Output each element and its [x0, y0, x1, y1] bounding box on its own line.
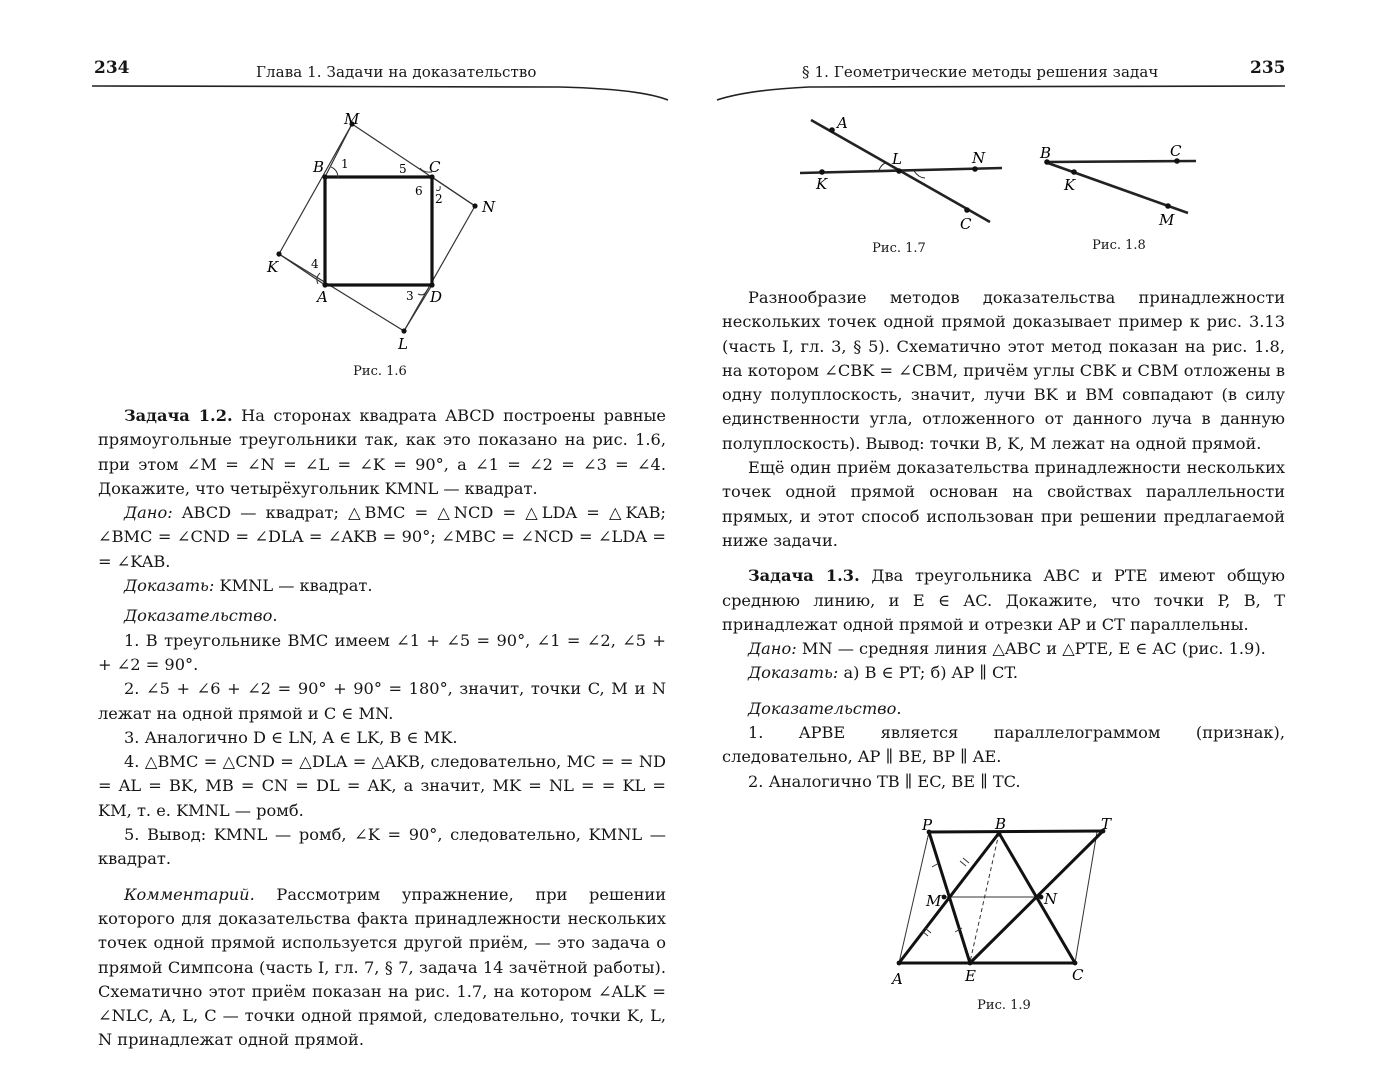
proof-step-4: 4. △BMC = △CND = △DLA = △AKB, следовательно, MC = = ND = AL = BK, MB = CN = DL = AK, а значит, MK = NL = = KL = KM, т. е. KMNL — ромб.	[98, 752, 666, 820]
label-E-19: E	[965, 967, 976, 985]
given-label-1-3: Дано:	[748, 639, 797, 659]
label-A: A	[317, 288, 328, 306]
proof-label-1-2: Доказательство.	[124, 606, 278, 626]
prove-label-1-3: Доказать:	[748, 663, 839, 683]
label-M-19: M	[926, 892, 942, 910]
figure-1-8	[1039, 138, 1199, 230]
label-C-17: C	[960, 215, 972, 233]
label-N-17: N	[972, 149, 986, 167]
label-M-18: M	[1159, 211, 1175, 229]
proof-step-5: 5. Вывод: KMNL — ромб, ∠K = 90°, следовательно, KMNL — квадрат.	[98, 825, 666, 869]
label-B-18: B	[1040, 144, 1052, 162]
task-1-2-title: Задача 1.2.	[124, 406, 233, 425]
given-label-1-2: Дано:	[124, 503, 173, 523]
running-header-left: Глава 1. Задачи на доказательство	[256, 63, 537, 81]
label-T-19: T	[1101, 815, 1112, 833]
label-L: L	[398, 335, 408, 353]
proof-1-3-step-2: 2. Аналогично TB ∥ EC, BE ∥ TC.	[748, 771, 1021, 791]
paragraph-2: Ещё один приём доказательства принадлежности нескольких точек одной прямой основан на свойствах параллельности прямых, и этот способ использован при решении предлагаемой ниже задачи.	[722, 458, 1285, 550]
figure-1-6	[250, 100, 530, 360]
page-number-right: 235	[1250, 58, 1286, 78]
caption-fig-1-7: Рис. 1.7	[872, 241, 926, 256]
label-A-19: A	[892, 970, 903, 988]
label-C-19: C	[1072, 966, 1084, 984]
page-number-left: 234	[94, 58, 130, 78]
angle-6: 6	[415, 184, 423, 198]
label-A-17: A	[837, 114, 848, 132]
label-L-17: L	[892, 150, 902, 168]
label-K: K	[267, 258, 279, 276]
caption-fig-1-9: Рис. 1.9	[977, 998, 1031, 1013]
proof-step-2: 2. ∠5 + ∠6 + ∠2 = 90° + 90° = 180°, значит, точки C, M и N лежат на одной прямой и C ∈ MN.	[98, 679, 666, 723]
angle-1: 1	[341, 157, 349, 171]
running-header-right: § 1. Геометрические методы решения задач	[802, 63, 1159, 81]
label-M: M	[344, 110, 360, 128]
proof-1-3-step-1: 1. APBE является параллелограммом (признак), следовательно, AP ∥ BE, BP ∥ AE.	[722, 723, 1285, 767]
angle-4: 4	[311, 257, 319, 271]
figure-1-7	[789, 108, 1009, 238]
right-page-text	[722, 286, 1285, 794]
label-K-18: K	[1064, 176, 1076, 194]
caption-fig-1-6: Рис. 1.6	[353, 364, 407, 379]
label-N: N	[482, 198, 496, 216]
task-1-3-title: Задача 1.3.	[748, 566, 860, 586]
left-page-text	[98, 404, 666, 1053]
caption-fig-1-8: Рис. 1.8	[1092, 238, 1146, 253]
given-1-2: ABCD — квадрат; △BMC = △NCD = △LDA = △KAB; ∠BMC = ∠CND = ∠DLA = ∠AKB = 90°; ∠MBC = ∠NCD = ∠LDA = = ∠KAB.	[98, 503, 666, 571]
figure-1-9	[869, 810, 1112, 995]
angle-5: 5	[399, 162, 407, 176]
label-B-19: B	[995, 815, 1007, 833]
comment-label: Комментарий.	[124, 884, 255, 904]
angle-3: 3	[406, 289, 414, 303]
label-C-18: C	[1170, 142, 1182, 160]
label-K-17: K	[816, 175, 828, 193]
prove-1-3: а) B ∈ PT; б) AP ∥ CT.	[843, 663, 1018, 683]
label-C: C	[429, 158, 441, 176]
label-P-19: P	[922, 816, 933, 834]
label-D: D	[430, 288, 443, 306]
proof-label-1-3: Доказательство.	[748, 698, 902, 718]
prove-label-1-2: Доказать:	[124, 576, 215, 596]
given-1-3: MN — средняя линия △ABC и △PTE, E ∈ AC (рис. 1.9).	[801, 639, 1266, 659]
proof-step-3: 3. Аналогично D ∈ LN, A ∈ LK, B ∈ MK.	[124, 727, 458, 747]
header-rule-right	[689, 84, 1378, 104]
label-B: B	[313, 158, 325, 176]
paragraph-1: Разнообразие методов доказательства принадлежности нескольких точек одной прямой доказывает пример к рис. 3.13 (часть I, гл. 3, § 5). Схематично этот метод показан на рис. 1.8, на котором ∠CBK = ∠CBM, причём углы CBK и CBM отложены в одну полуплоскость, значит, лучи BK и BM совпадают (в силу единственности угла, отложенного от данного луча в данную полуплоскость). Вывод: точки B, K, M лежат на одной прямой.	[722, 288, 1285, 453]
prove-1-2: KMNL — квадрат.	[219, 576, 373, 596]
comment-text: Рассмотрим упражнение, при решении которого для доказательства факта принадлежности нескольких точек одной прямой используется другой приём, — это задача о прямой Симпсона (часть I, гл. 7, § 7, задача 14 зачётной работы). Схематично этот приём показан на рис. 1.7, на котором ∠ALK = ∠NLC, A, L, C — точки одной прямой, следовательно, точки K, L, N принадлежат одной прямой.	[98, 884, 666, 1050]
task-1-2-statement: На сторонах квадрата ABCD построены равные прямоугольные треугольники так, как это показано на рис. 1.6, при этом ∠M = ∠N = ∠L = ∠K = 90°, а ∠1 = ∠2 = ∠3 = ∠4. Докажите, что четырёхугольник KMNL — квадрат.	[98, 406, 666, 498]
task-1-3-statement: Два треугольника ABC и PTE имеют общую среднюю линию, и E ∈ AC. Докажите, что точки P, B, T принадлежат одной прямой и отрезки AP и CT параллельны.	[722, 566, 1285, 634]
proof-step-1: 1. В треугольнике BMC имеем ∠1 + ∠5 = 90°, ∠1 = ∠2, ∠5 + + ∠2 = 90°.	[98, 630, 666, 674]
right-page	[689, 0, 1378, 1080]
angle-2: 2	[435, 192, 443, 206]
label-N-19: N	[1044, 890, 1058, 908]
